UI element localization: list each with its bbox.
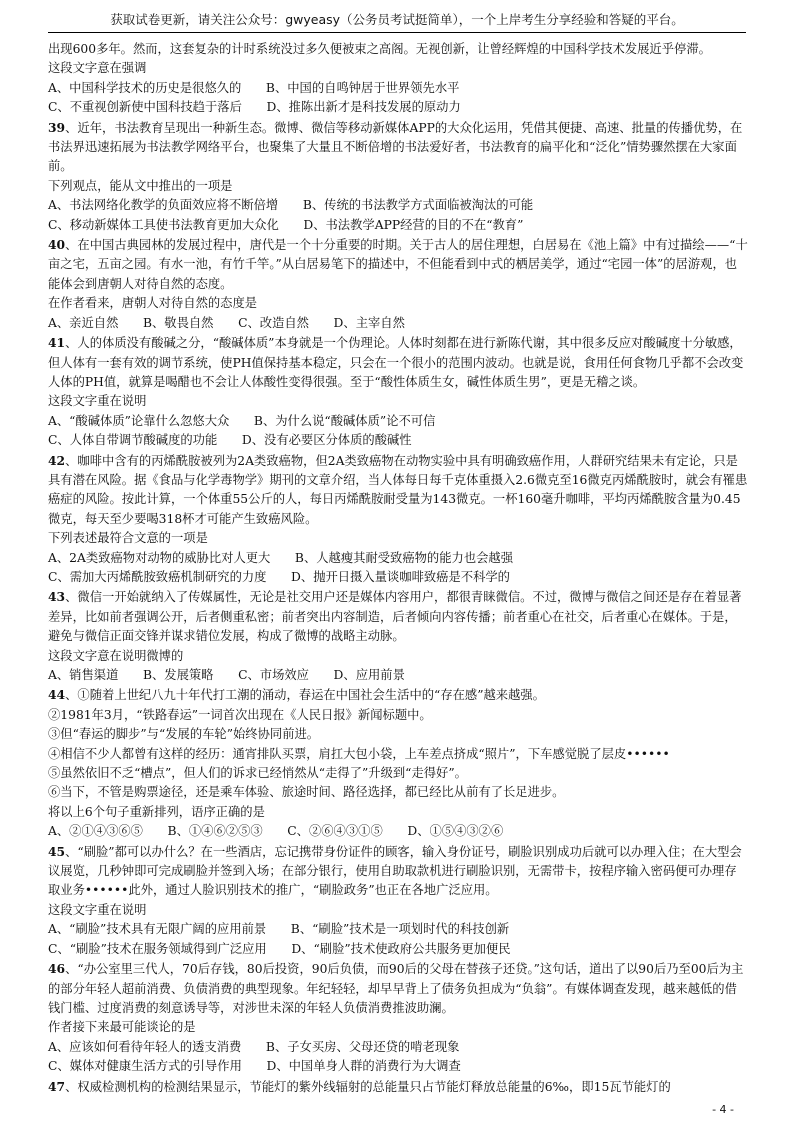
options-cd: C、“刷脸”技术在服务领域得到广泛应用 D、“刷脸”技术使政府公共服务更加便民	[48, 941, 511, 956]
question-38-tail	[48, 40, 748, 118]
question-text	[48, 235, 748, 294]
question-47	[48, 1077, 748, 1097]
question-text	[48, 451, 748, 530]
sentence-5: ⑤虽然依旧不乏“槽点”，但人们的诉求已经悄然从“走得了”升级到“走得好”。	[48, 766, 467, 781]
options-cd: C、需加大丙烯酰胺致癌机制研究的力度 D、抛开日摄入量谈咖啡致癌是不科学的	[48, 569, 510, 584]
question-number: 40	[48, 237, 66, 253]
question-stem: 下列观点，能从文中推出的一项是	[48, 178, 233, 193]
question-number: 47	[48, 1078, 66, 1094]
question-body: 、微信一开始就纳入了传媒属性，无论是社交用户还是媒体内容用户，都很青睐微信。不过，微博与微信之间还是存在着显著差异，比如前者强调公开，后者侧重私密；前者突出内容制造，后者倾向内容传播；前者重心在社交，后者重心在媒体。于是，避免与微信正面交锋并谋求错位发展，构成了微博的战略主动脉。	[48, 590, 742, 644]
question-body: 、人的体质没有酸碱之分，“酸碱体质”本身就是一个伪理论。人体时刻都在进行新陈代谢，其中很多反应对酸碱度十分敏感，但人体有一套有效的调节系统，使PH值保持基本稳定，只会在一个很小的范围内波动。也就是说，食用任何食物几乎都不会改变人体的PH值，就算是喝醋也不会让人体酸性变得很强。至于“酸性体质生女，碱性体质生男”，更是无稽之谈。	[48, 336, 744, 389]
question-stem: 这段文字意在强调	[48, 61, 147, 76]
question-44	[48, 685, 748, 841]
question-body: 、“办公室里三代人，70后存钱，80后投资，90后负债，而90后的父母在替孩子还贷。”这句话，道出了以90后乃至00后为主的部分年轻人超前消费、负债消费的典型现象。年纪轻轻，却早早背上了债务负担成为“负翁”。有媒体调查发现，越来越低的借钱门槛、过度消费的刻意诱导等，对涉世未深的年轻人负债消费推波助澜。	[48, 962, 744, 1015]
question-stem: 作者接下来最可能谈论的是	[48, 1020, 196, 1035]
question-number: 43	[48, 589, 66, 605]
question-stem: 这段文字意在说明微博的	[48, 648, 184, 663]
question-stem: 在作者看来，唐朝人对待自然的态度是	[48, 296, 258, 311]
question-46	[48, 959, 748, 1076]
options-ab: A、“刷脸”技术具有无限广阔的应用前景 B、“刷脸”技术是一项划时代的科技创新	[48, 922, 510, 937]
question-body: 、咖啡中含有的丙烯酰胺被列为2A类致癌物，但2A类致癌物在动物实验中具有明确致癌作用，人群研究结果未有定论，只是具有潜在风险。据《食品与化学毒物学》期刊的文章介绍，当人体每日每千克体重摄入2.6微克至16微克丙烯酰胺时，就会有罹患癌症的风险。按此计算，一个体重55公斤的人，每日丙烯酰胺耐受量为143微克。一杯160毫升咖啡，平均丙烯酰胺含量为0.45微克，每天至少要喝318杯才可能产生致癌风险。	[48, 453, 748, 526]
options-ab: A、应该如何看待年轻人的透支消费 B、子女买房、父母还贷的啃老现象	[48, 1039, 460, 1054]
question-40	[48, 235, 748, 333]
question-number: 39	[48, 119, 66, 135]
question-text	[48, 587, 748, 646]
question-number: 45	[48, 843, 66, 859]
question-body: 、权威检测机构的检测结果显示，节能灯的紫外线辐射的总能量只占节能灯释放总能量的6‰，即15瓦节能灯的	[65, 1079, 671, 1094]
options: A、销售渠道 B、发展策略 C、市场效应 D、应用前景	[48, 668, 405, 682]
options-ab: A、中国科学技术的历史是很悠久的 B、中国的自鸣钟居于世界领先水平	[48, 80, 460, 95]
question-45	[48, 842, 748, 959]
question-text	[48, 959, 748, 1018]
options-cd: C、媒体对健康生活方式的引导作用 D、中国单身人群的消费行为大调查	[48, 1059, 461, 1074]
options: A、②①④③⑥⑤ B、①④⑥②⑤③ C、②⑥④③①⑤ D、①⑤④③②⑥	[48, 824, 504, 839]
options-cd: C、人体自带调节酸碱度的功能 D、没有必要区分体质的酸碱性	[48, 433, 412, 448]
sentence-2: ②1981年3月，“铁路春运”一词首次出现在《人民日报》新闻标题中。	[48, 707, 432, 722]
question-body: 、在中国古典园林的发展过程中，唐代是一个十分重要的时期。关于古人的居住理想，白居易在《池上篇》中有过描绘——“十亩之宅，五亩之园。有水一池，有竹千竿。”从白居易笔下的描述中，不但能看到中式的栖居美学，通过“宅园一体”的居游观，也能体会到唐朝人对待自然的态度。	[48, 238, 748, 291]
question-43	[48, 587, 748, 685]
sentence-6: ⑥当下，不管是购票途径，还是乘车体验、旅途时间、路径选择，都已经比从前有了长足进步。	[48, 785, 565, 800]
question-number: 44	[48, 687, 66, 703]
question-42	[48, 451, 748, 588]
sentence-1	[48, 685, 748, 705]
question-stem: 将以上6个句子重新排列，语序正确的是	[48, 804, 265, 819]
page-content	[48, 40, 748, 1097]
question-body: 、近年，书法教育呈现出一种新生态。微博、微信等移动新媒体APP的大众化运用，凭借其便捷、高速、批量的传播优势，在书法界迅速拓展为书法教学网络平台，也聚集了大量且不断倍增的书法爱好者，书法教育的扁平化和“泛化”情势骤然摆在大家面前。	[48, 120, 743, 174]
question-stem: 下列表述最符合文意的一项是	[48, 531, 208, 546]
sentence-3: ③但“春运的脚步”与“发展的车轮”始终协同前进。	[48, 727, 320, 742]
page-header: 获取试卷更新，请关注公众号：gwyeasy（公务员考试挺简单），一个上岸考生分享经验和答疑的平台。	[48, 10, 746, 33]
sentence-body: 、①随着上世纪八九十年代打工潮的涌动，春运在中国社会生活中的“存在感”越来越强。	[65, 688, 545, 703]
question-41	[48, 333, 748, 450]
question-text	[48, 333, 748, 392]
options-cd: C、不重视创新使中国科技趋于落后 D、推陈出新才是科技发展的原动力	[48, 100, 461, 115]
question-stem: 这段文字重在说明	[48, 902, 147, 917]
options-ab: A、2A类致癌物对动物的威胁比对人更大 B、人越瘦其耐受致癌物的能力也会越强	[48, 550, 514, 565]
question-text	[48, 842, 748, 901]
options: A、亲近自然 B、敬畏自然 C、改造自然 D、主宰自然	[48, 315, 405, 330]
question-number: 46	[48, 961, 66, 977]
options-ab: A、“酸碱体质”论靠什么忽悠大众 B、为什么说“酸碱体质”论不可信	[48, 413, 436, 428]
options-ab: A、书法网络化教学的负面效应将不断倍增 B、传统的书法教学方式面临被淘汰的可能	[48, 198, 534, 213]
question-number: 41	[48, 335, 66, 351]
question-number: 42	[48, 452, 66, 468]
question-39	[48, 118, 748, 235]
options-cd: C、移动新媒体工具使书法教育更加大众化 D、书法教学APP经营的目的不在“教育”	[48, 217, 524, 232]
question-stem: 这段文字重在说明	[48, 394, 147, 409]
page-number: - 4 -	[712, 1103, 734, 1116]
question-text	[48, 1077, 748, 1097]
sentence-4: ④相信不少人都曾有这样的经历：通宵排队买票，肩扛大包小袋，上车差点挤成“照片”，下车感觉脱了层皮••••••	[48, 746, 670, 761]
question-text: 出现600多年。然而，这套复杂的计时系统没过多久便被束之高阁。无视创新，让曾经辉煌的中国科学技术发展近乎停滞。	[48, 42, 711, 56]
question-text	[48, 118, 748, 177]
question-body: 、“刷脸”都可以办什么？在一些酒店，忘记携带身份证件的顾客，输入身份证号，刷脸识别成功后就可以办理入住；在大型会议展览，几秒钟即可完成刷脸并签到入场；在部分银行，使用自助取款机进行刷脸识别，无需带卡，按程序输入密码便可办理存取业务••••••此外，通过人脸识别技术的推广，“刷脸政务”也正在各地广泛应用。	[48, 844, 742, 898]
